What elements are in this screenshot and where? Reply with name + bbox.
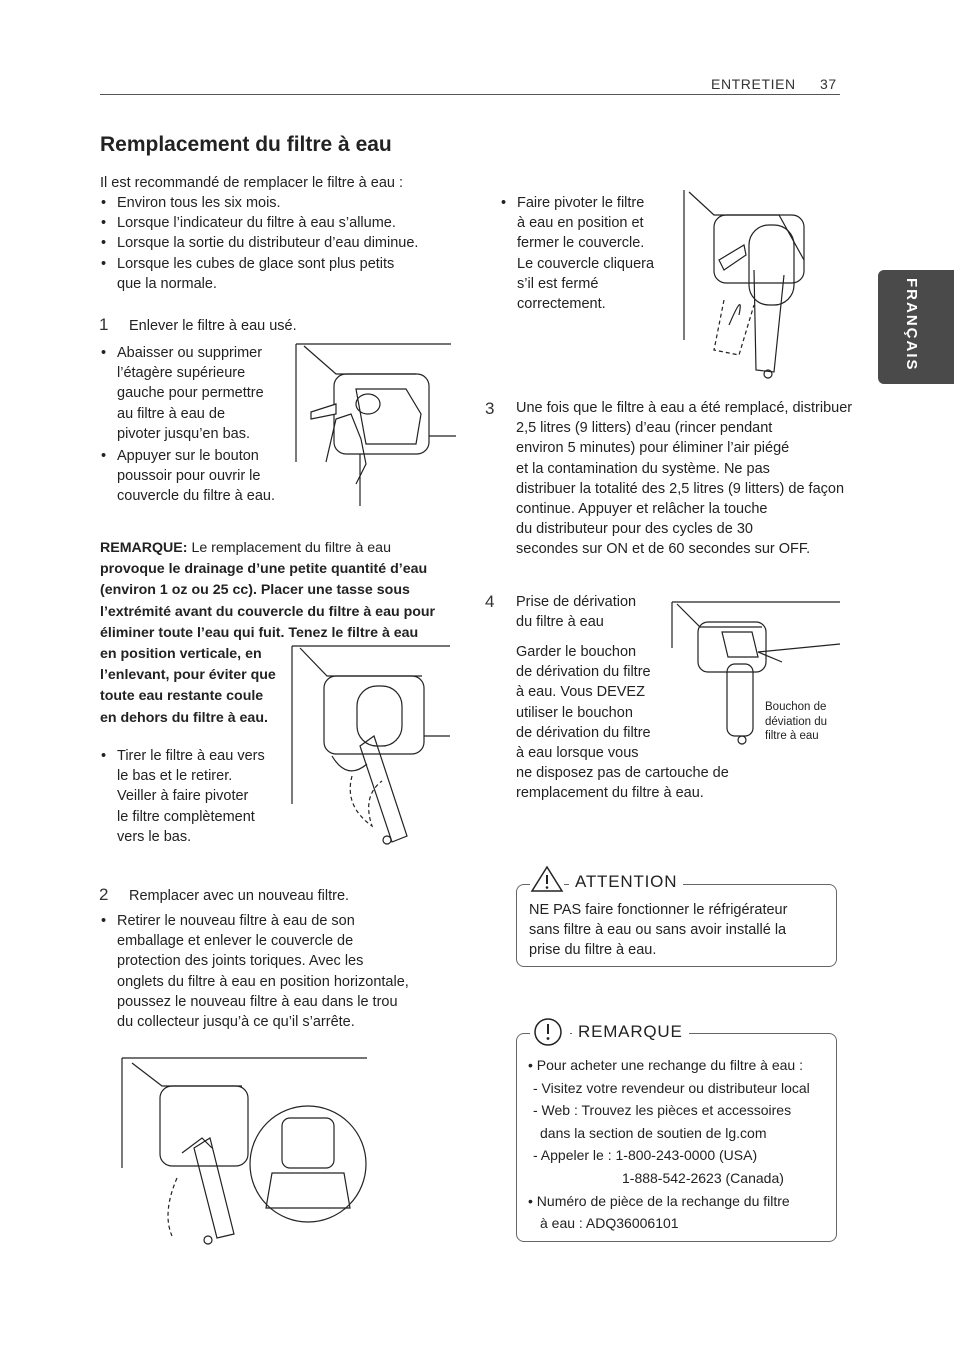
filter-cover-illustration <box>296 344 456 506</box>
list-item: • Faire pivoter le filtre à eau en position et fermer le couvercle. Le couvercle cliquera s’il est fermé correctement. <box>500 193 680 314</box>
remarque-title: REMARQUE <box>572 1022 689 1042</box>
list-item: • Lorsque les cubes de glace sont plus petits que la normale. <box>100 254 460 294</box>
list-item: • Abaisser ou supprimer l’étagère supérieure gauche pour permettre au filtre à eau de pivoter jusqu’en bas. <box>100 343 300 444</box>
bypass-plug-callout: Bouchon de déviation du filtre à eau <box>765 701 828 742</box>
page-number: 37 <box>820 76 837 92</box>
intro-list <box>100 193 460 294</box>
step-number: 1 <box>99 315 109 334</box>
header-section: ENTRETIEN <box>711 76 796 92</box>
remarque-text: • Pour acheter une rechange du filtre à eau : - Visitez votre revendeur ou distributeur local - Web : Trouvez les pièces et accessoires dans la section de soutien de lg.com - Appeler le : 1-800-243-0000 (USA) 1-888-542-2623 (Canada) • Numéro de pièce de la rechange du filtre à eau : ADQ36006101 <box>528 1057 810 1232</box>
step-number: 4 <box>485 592 495 611</box>
header-rule <box>100 94 840 95</box>
warning-icon <box>530 864 564 894</box>
step-number: 3 <box>485 399 495 418</box>
list-item: • Environ tous les six mois. <box>100 193 460 213</box>
step2-list <box>100 911 460 1032</box>
list-item: • Lorsque la sortie du distributeur d’eau diminue. <box>100 233 460 253</box>
remark-label: REMARQUE: <box>100 540 188 556</box>
page-title: Remplacement du filtre à eau <box>100 133 392 156</box>
rotate-filter-list <box>500 193 680 314</box>
language-tab <box>878 270 954 384</box>
attention-title: ATTENTION <box>569 872 683 892</box>
filter-removal-illustration <box>292 646 452 846</box>
filter-rotate-illustration <box>684 190 814 378</box>
step1-remove-list <box>100 746 300 847</box>
step-number: 2 <box>99 885 109 904</box>
remark-paragraph: REMARQUE: Le remplacement du filtre à eau provoque le drainage d’une petite quantité d’eau (environ 1 oz ou 25 cc). Placer une tasse sous l’extrémité avant du couvercle du filtre à eau pour éliminer toute l’eau qui fuit. Tenez le filtre à eau en position verticale, en l’enlevant, pour éviter que toute eau restante coule en dehors du filtre à eau. <box>100 540 436 726</box>
step-title: Remplacer avec un nouveau filtre. <box>129 888 350 904</box>
step1-list <box>100 343 300 507</box>
list-item: • Retirer le nouveau filtre à eau de son emballage et enlever le couvercle de protection des joints toriques. Avec les onglets du filtre à eau en position horizontale, poussez le nouveau filtre à eau dans le trou du collecteur jusqu’à ce qu’il s’arrête. <box>100 911 460 1032</box>
list-item: • Lorsque l’indicateur du filtre à eau s’allume. <box>100 213 460 233</box>
step-title: Enlever le filtre à eau usé. <box>129 318 297 334</box>
filter-insert-illustration <box>122 1058 372 1244</box>
step4-text: Garder le bouchon de dérivation du filtre à eau. Vous DEVEZ utiliser le bouchon de dérivation du filtre à eau lorsque vous ne disposez pas de cartouche de remplacement du filtre à eau. <box>516 644 729 802</box>
step3-text: Une fois que le filtre à eau a été remplacé, distribuer 2,5 litres (9 litters) d’eau (rincer pendant environ 5 minutes) pour éliminer l’air piégé et la contamination du système. Ne pas distribuer la totalité des 2,5 litres (9 litters) de façon continue. Appuyer et relâcher la touche du distributeur pour des cycles de 30 secondes sur ON et de 60 secondes sur OFF. <box>516 400 853 558</box>
list-item: • Tirer le filtre à eau vers le bas et le retirer. Veiller à faire pivoter le filtre complètement vers le bas. <box>100 746 300 847</box>
info-icon <box>530 1016 570 1048</box>
attention-text: NE PAS faire fonctionner le réfrigérateur sans filtre à eau ou sans avoir installé la prise du filtre à eau. <box>529 902 788 959</box>
intro-text: Il est recommandé de remplacer le filtre à eau : <box>100 175 404 191</box>
step4-title: Prise de dérivation du filtre à eau <box>516 594 637 631</box>
language-tab-label: FRANÇAIS <box>903 278 920 372</box>
list-item: • Appuyer sur le bouton poussoir pour ouvrir le couvercle du filtre à eau. <box>100 446 300 507</box>
